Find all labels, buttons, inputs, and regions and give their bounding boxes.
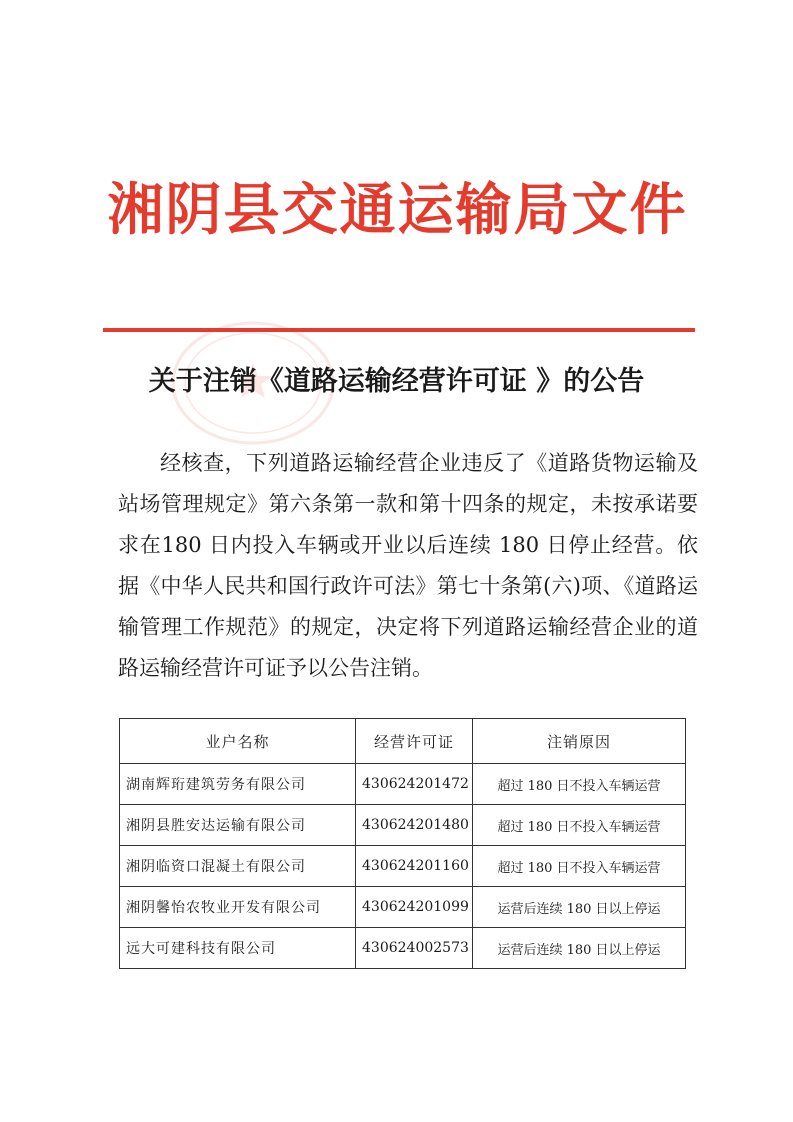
license-number-cell: 430624201472 xyxy=(356,764,473,805)
business-name-cell: 湖南辉珩建筑劳务有限公司 xyxy=(120,764,356,805)
license-number-cell: 430624201099 xyxy=(356,887,473,928)
business-name-cell: 远大可建科技有限公司 xyxy=(120,928,356,969)
announcement-paragraph: 经核查，下列道路运输经营企业违反了《道路货物运输及站场管理规定》第六条第一款和第十四条的规定，未按承诺要求在180 日内投入车辆或开业以后连续 180 日停止经营。依据《中华人民共和国行政许可法》第七十条第(六)项、《道路运输管理工作规范》的规定，决定将下列道路运输经营企业的道路运输经营许可证予以公告注销。 xyxy=(118,451,698,680)
red-divider-line xyxy=(103,328,695,332)
reason-cell: 超过 180 日不投入车辆运营 xyxy=(473,764,686,805)
header-business-name: 业户名称 xyxy=(120,719,356,764)
revocation-table xyxy=(119,718,685,969)
business-name-cell: 湘阴馨怡农牧业开发有限公司 xyxy=(120,887,356,928)
reason-cell: 运营后连续 180 日以上停运 xyxy=(473,928,686,969)
table-row xyxy=(120,887,686,928)
document-title: 关于注销《道路运输经营许可证 》的公告 xyxy=(148,366,645,397)
license-number-cell: 430624201160 xyxy=(356,846,473,887)
table-row xyxy=(120,805,686,846)
business-name-cell: 湘阴县胜安达运输有限公司 xyxy=(120,805,356,846)
business-name-cell: 湘阴临资口混凝土有限公司 xyxy=(120,846,356,887)
header-license-number: 经营许可证 xyxy=(356,719,473,764)
license-number-cell: 430624002573 xyxy=(356,928,473,969)
header-revocation-reason: 注销原因 xyxy=(473,719,686,764)
reason-cell: 超过 180 日不投入车辆运营 xyxy=(473,846,686,887)
table-row xyxy=(120,928,686,969)
reason-cell: 运营后连续 180 日以上停运 xyxy=(473,887,686,928)
license-number-cell: 430624201480 xyxy=(356,805,473,846)
table-row xyxy=(120,764,686,805)
reason-cell: 超过 180 日不投入车辆运营 xyxy=(473,805,686,846)
table-header-row xyxy=(120,719,686,764)
issuing-authority-header: 湘阴县交通运输局文件 xyxy=(107,177,688,243)
table-row xyxy=(120,846,686,887)
